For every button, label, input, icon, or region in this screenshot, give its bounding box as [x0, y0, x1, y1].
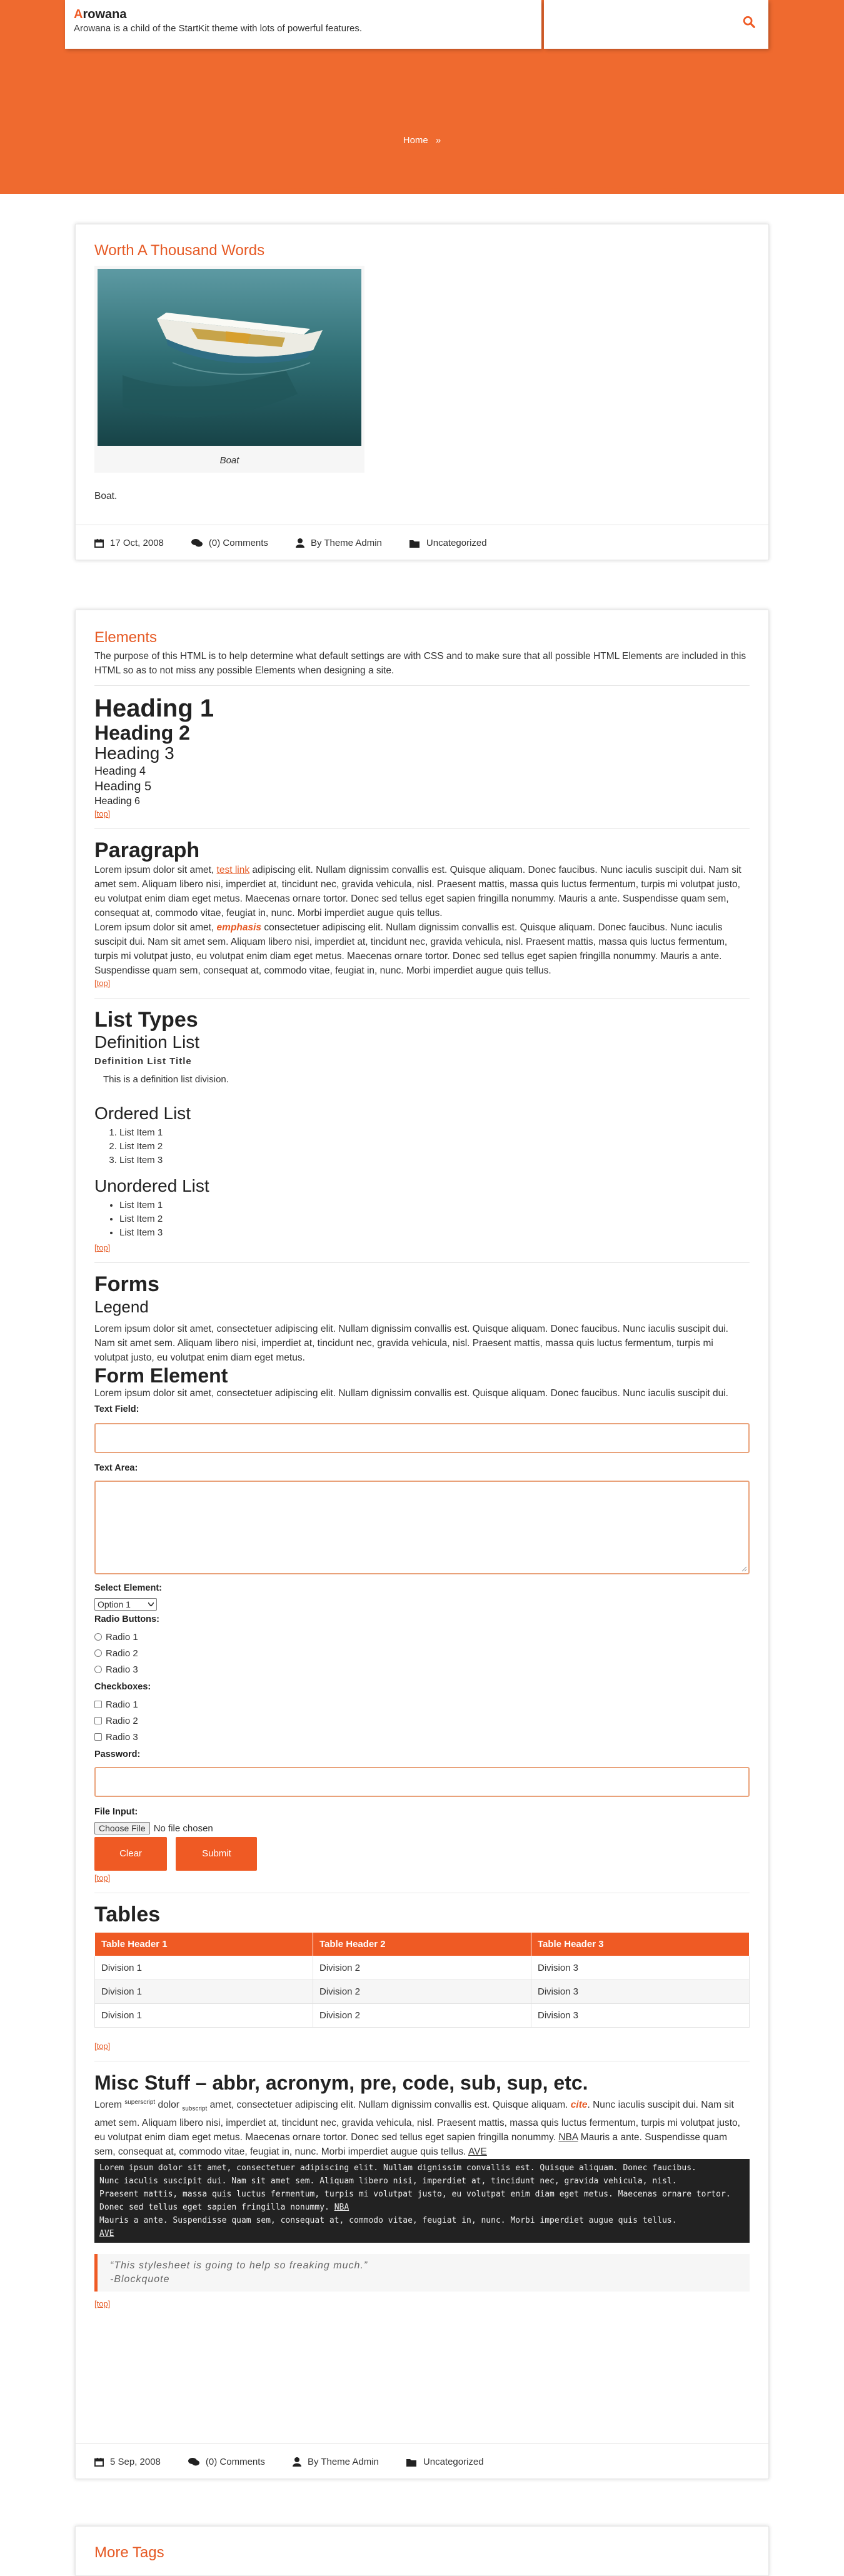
- post-comments[interactable]: (0) Comments: [191, 538, 268, 548]
- comments-icon: [191, 538, 203, 548]
- forms-section: [94, 1272, 750, 1884]
- file-status: No file chosen: [153, 1823, 213, 1834]
- site-title[interactable]: Arowana: [74, 8, 127, 21]
- user-icon: [296, 538, 304, 548]
- divider: [94, 685, 750, 686]
- submit-button[interactable]: Submit: [176, 1837, 257, 1871]
- list-item: 2. List Item 2: [119, 1140, 750, 1154]
- section-heading: Tables: [94, 1903, 161, 1926]
- text-field-label: Text Field:: [94, 1404, 139, 1414]
- table-cell: Division 1: [95, 1956, 313, 1980]
- paragraph-section: [94, 838, 750, 989]
- post-title[interactable]: Elements: [94, 629, 158, 646]
- clear-button[interactable]: Clear: [94, 1837, 167, 1871]
- post-worth-a-thousand-words: [75, 224, 769, 560]
- post-more-tags: [75, 2526, 769, 2576]
- calendar-icon: [94, 2457, 104, 2467]
- ordered-list: [94, 1126, 750, 1167]
- post-author[interactable]: By Theme Admin: [293, 2457, 379, 2467]
- preformatted-block: Lorem ipsum dolor sit amet, consectetuer adipiscing elit. Nullam dignissim convallis est. Quisque aliquam. Donec faucibus. Nunc iaculis suscipit dui. Nam sit amet sem. Aliquam libero nisi, imperdiet at, tincidunt nec, gravida vehicula, nisl. Praesent mattis, massa quis luctus fermentum, turpis mi volutpat justo, eu volutpat enim diam eget metus. Maecenas ornare tortor. Donec sed tellus eget sapien fringilla nonummy. NBA Mauris a ante. Suspendisse quam sem, consequat at, commodo vitae, feugiat in, nunc. Morbi imperdiet augue quis tellus. AVE: [94, 2159, 750, 2243]
- post-meta: [76, 525, 768, 561]
- checkbox[interactable]: [94, 1733, 102, 1741]
- comments-icon: [188, 2457, 199, 2467]
- text-area[interactable]: [94, 1481, 750, 1574]
- checkbox-label: Checkboxes:: [94, 1682, 151, 1692]
- heading-3: Heading 3: [94, 743, 174, 763]
- select-label: Select Element:: [94, 1583, 162, 1593]
- paragraph-1: Lorem ipsum dolor sit amet, test link adipiscing elit. Nullam dignissim convallis est. Quisque aliquam. Donec faucibus. Nunc iaculis suscipit dui. Nam sit amet sem. Aliquam libero nisi, imperdiet at, tincidunt nec, gravida vehicula, nisl. Praesent mattis, massa quis luctus fermentum, turpis mi volutpat justo, eu volutpat enim diam eget metus. Maecenas ornare tortor. Donec sed tellus eget sapien fringilla nonummy. Mauris a ante. Suspendisse quam sem, consequat at, commodo vitae, feugiat in, nunc. Morbi imperdiet augue quis tellus.: [94, 865, 741, 918]
- post-date: 5 Sep, 2008: [94, 2457, 161, 2467]
- definition-list-heading: Definition List: [94, 1032, 200, 1052]
- post-elements: [75, 610, 769, 2479]
- heading-2: Heading 2: [94, 722, 190, 744]
- form-element-heading: Form Element: [94, 1364, 228, 1387]
- divider: [94, 998, 750, 999]
- unordered-list-heading: Unordered List: [94, 1176, 209, 1195]
- search-bar[interactable]: [544, 0, 768, 49]
- definition-description: This is a definition list division.: [103, 1074, 229, 1085]
- heading-1: Heading 1: [94, 695, 214, 722]
- section-heading: Forms: [94, 1272, 159, 1296]
- boat-image: [98, 269, 361, 446]
- abbr-nba: NBA: [334, 2203, 349, 2213]
- blockquote: [94, 2254, 750, 2292]
- breadcrumb: [0, 135, 844, 146]
- radio-button[interactable]: [94, 1666, 102, 1673]
- radio-option[interactable]: Radio 2: [94, 1646, 750, 1662]
- legend-text: Lorem ipsum dolor sit amet, consectetuer adipiscing elit. Nullam dignissim convallis est. Quisque aliquam. Donec faucibus. Nunc iaculis suscipit dui. Nam sit amet sem. Aliquam libero nisi, imperdiet at, tincidunt nec, gravida vehicula, nisl. Praesent mattis, massa quis luctus fermentum, turpis mi volutpat justo, eu volutpat enim diam eget metus.: [94, 1324, 728, 1363]
- post-title[interactable]: More Tags: [94, 2544, 164, 2561]
- back-to-top-link[interactable]: [top]: [94, 2299, 111, 2309]
- hero-banner: [0, 0, 844, 194]
- folder-icon: [409, 539, 420, 548]
- misc-paragraph: Lorem $^{superscript}$ dolor $_{subscript}$ amet, consectetuer adipiscing elit. Nullam dignissim convallis est. Quisque aliquam. cite. Nunc iaculis suscipit dui. Nam sit amet sem. Aliquam libero nisi, imperdiet at, tincidunt nec, gravida vehicula, nisl. Praesent mattis, massa quis luctus fermentum, turpis mi volutpat justo, eu volutpat enim diam eget metus. Maecenas ornare tortor. Donec sed tellus eget sapien fringilla nonummy. NBA Mauris a ante. Suspendisse quam sem, consequat at, commodo vitae, feugiat in, nunc. Morbi imperdiet augue quis tellus. AVE: [94, 2099, 740, 2158]
- table-header: Table Header 2: [313, 1933, 531, 1956]
- divider: [94, 1262, 750, 1263]
- heading-6: Heading 6: [94, 796, 140, 807]
- radio-label: Radio Buttons:: [94, 1614, 159, 1624]
- table-header: Table Header 1: [95, 1933, 313, 1956]
- list-item: 3. List Item 3: [119, 1154, 750, 1167]
- password-label: Password:: [94, 1749, 141, 1759]
- heading-4: Heading 4: [94, 765, 146, 777]
- checkbox-option[interactable]: Radio 1: [94, 1697, 750, 1713]
- cite-text: cite: [570, 2100, 588, 2111]
- section-heading: Misc Stuff – abbr, acronym, pre, code, sub, sup, etc.: [94, 2071, 588, 2094]
- figure: [94, 266, 364, 473]
- text-area-label: Text Area:: [94, 1463, 138, 1473]
- chevron-down-icon: [148, 1602, 154, 1606]
- resize-handle-icon[interactable]: [741, 1566, 747, 1572]
- radio-group: [94, 1629, 750, 1678]
- folder-icon: [406, 2458, 417, 2467]
- form-element-text: Lorem ipsum dolor sit amet, consectetuer adipiscing elit. Nullam dignissim convallis est. Quisque aliquam. Donec faucibus. Nunc iaculis suscipit dui.: [94, 1388, 728, 1399]
- heading-samples: [94, 695, 750, 820]
- checkbox-option[interactable]: Radio 2: [94, 1713, 750, 1729]
- superscript-text: superscript: [124, 2099, 156, 2106]
- table-cell: Division 3: [531, 2004, 750, 2028]
- search-icon[interactable]: [742, 15, 756, 29]
- select-dropdown[interactable]: Option 1: [94, 1598, 157, 1611]
- elements-intro: The purpose of this HTML is to help determine what default settings are with CSS and to make sure that all possible HTML Elements are included in this HTML so as to not miss any possible Elements when designing a site.: [94, 651, 746, 676]
- table-cell: Division 2: [313, 1980, 531, 2004]
- definition-list: [94, 1056, 750, 1085]
- breadcrumb-separator: »: [435, 135, 441, 146]
- misc-section: [94, 2070, 750, 2310]
- form-buttons: [94, 1837, 750, 1871]
- list-section: [94, 1007, 750, 1254]
- unordered-list: [94, 1199, 750, 1240]
- checkbox-group: [94, 1697, 750, 1746]
- post-category[interactable]: Uncategorized: [406, 2457, 484, 2467]
- post-meta: [76, 2443, 768, 2480]
- section-heading: Paragraph: [94, 838, 200, 862]
- back-to-top-link[interactable]: [top]: [94, 809, 111, 818]
- table-row: [95, 1956, 750, 1980]
- list-item: • List Item 1: [119, 1199, 750, 1212]
- table-header-row: [95, 1933, 750, 1956]
- user-icon: [293, 2457, 301, 2467]
- table-cell: Division 3: [531, 1980, 750, 2004]
- radio-button[interactable]: [94, 1633, 102, 1641]
- post-author[interactable]: By Theme Admin: [296, 538, 382, 548]
- radio-option[interactable]: Radio 1: [94, 1629, 750, 1646]
- checkbox[interactable]: [94, 1701, 102, 1708]
- post-body: Boat.: [94, 491, 118, 501]
- list-item: • List Item 2: [119, 1212, 750, 1226]
- checkbox[interactable]: [94, 1717, 102, 1724]
- breadcrumb-home[interactable]: Home: [403, 135, 428, 146]
- site-tagline: Arowana is a child of the StartKit theme with lots of powerful features.: [74, 23, 363, 34]
- table-row: [95, 2004, 750, 2028]
- emphasis-text: emphasis: [216, 922, 262, 933]
- table-cell: Division 3: [531, 1956, 750, 1980]
- table-cell: Division 2: [313, 2004, 531, 2028]
- radio-button[interactable]: [94, 1649, 102, 1657]
- radio-option[interactable]: Radio 3: [94, 1662, 750, 1678]
- table-header: Table Header 3: [531, 1933, 750, 1956]
- back-to-top-link[interactable]: [top]: [94, 1873, 111, 1883]
- divider: [94, 828, 750, 829]
- tables-section: [94, 1902, 750, 2052]
- checkbox-option[interactable]: Radio 3: [94, 1729, 750, 1746]
- password-field[interactable]: [94, 1767, 750, 1797]
- subscript-text: subscript: [182, 2105, 208, 2113]
- list-item: 1. List Item 1: [119, 1126, 750, 1140]
- text-field[interactable]: [94, 1423, 750, 1453]
- table-cell: Division 1: [95, 1980, 313, 2004]
- heading-5: Heading 5: [94, 780, 152, 793]
- post-category[interactable]: Uncategorized: [409, 538, 487, 548]
- abbr-nba: NBA: [558, 2132, 578, 2143]
- section-heading: List Types: [94, 1008, 198, 1032]
- test-link[interactable]: test link: [216, 865, 250, 875]
- list-item: • List Item 3: [119, 1226, 750, 1240]
- table-row: [95, 1980, 750, 2004]
- legend-heading: Legend: [94, 1297, 149, 1316]
- post-date: 17 Oct, 2008: [94, 538, 164, 548]
- post-comments[interactable]: (0) Comments: [188, 2457, 265, 2467]
- table-cell: Division 2: [313, 1956, 531, 1980]
- acronym-ave: AVE: [99, 2229, 114, 2239]
- ordered-list-heading: Ordered List: [94, 1104, 191, 1123]
- quote-text: “This stylesheet is going to help so freaking much.”: [110, 2260, 368, 2272]
- back-to-top-link[interactable]: [top]: [94, 979, 111, 988]
- site-branding: [65, 0, 541, 49]
- quote-attribution: -Blockquote: [110, 2274, 170, 2285]
- table-cell: Division 1: [95, 2004, 313, 2028]
- calendar-icon: [94, 538, 104, 548]
- acronym-ave: AVE: [468, 2146, 487, 2158]
- paragraph-2: Lorem ipsum dolor sit amet, emphasis consectetuer adipiscing elit. Nullam dignissim convallis est. Quisque aliquam. Donec faucibus. Nunc iaculis suscipit dui. Nam sit amet sem. Aliquam libero nisi, imperdiet at, tincidunt nec, gravida vehicula, nisl. Praesent mattis, massa quis luctus fermentum, turpis mi volutpat justo, eu volutpat enim diam eget metus. Maecenas ornare tortor. Donec sed tellus eget sapien fringilla nonummy. Mauris a ante. Suspendisse quam sem, consequat at, commodo vitae, feugiat in, nunc. Morbi imperdiet augue quis tellus.: [94, 922, 728, 976]
- hero-wave-divider: [0, 178, 844, 203]
- file-input-label: File Input:: [94, 1807, 138, 1817]
- back-to-top-link[interactable]: [top]: [94, 2041, 111, 2051]
- data-table: [94, 1932, 750, 2028]
- image-caption: Boat: [219, 455, 239, 466]
- choose-file-button[interactable]: Choose File: [94, 1822, 150, 1834]
- file-input: [94, 1822, 750, 1834]
- back-to-top-link[interactable]: [top]: [94, 1243, 111, 1252]
- post-title[interactable]: Worth A Thousand Words: [94, 242, 265, 259]
- definition-title: Definition List Title: [94, 1056, 192, 1067]
